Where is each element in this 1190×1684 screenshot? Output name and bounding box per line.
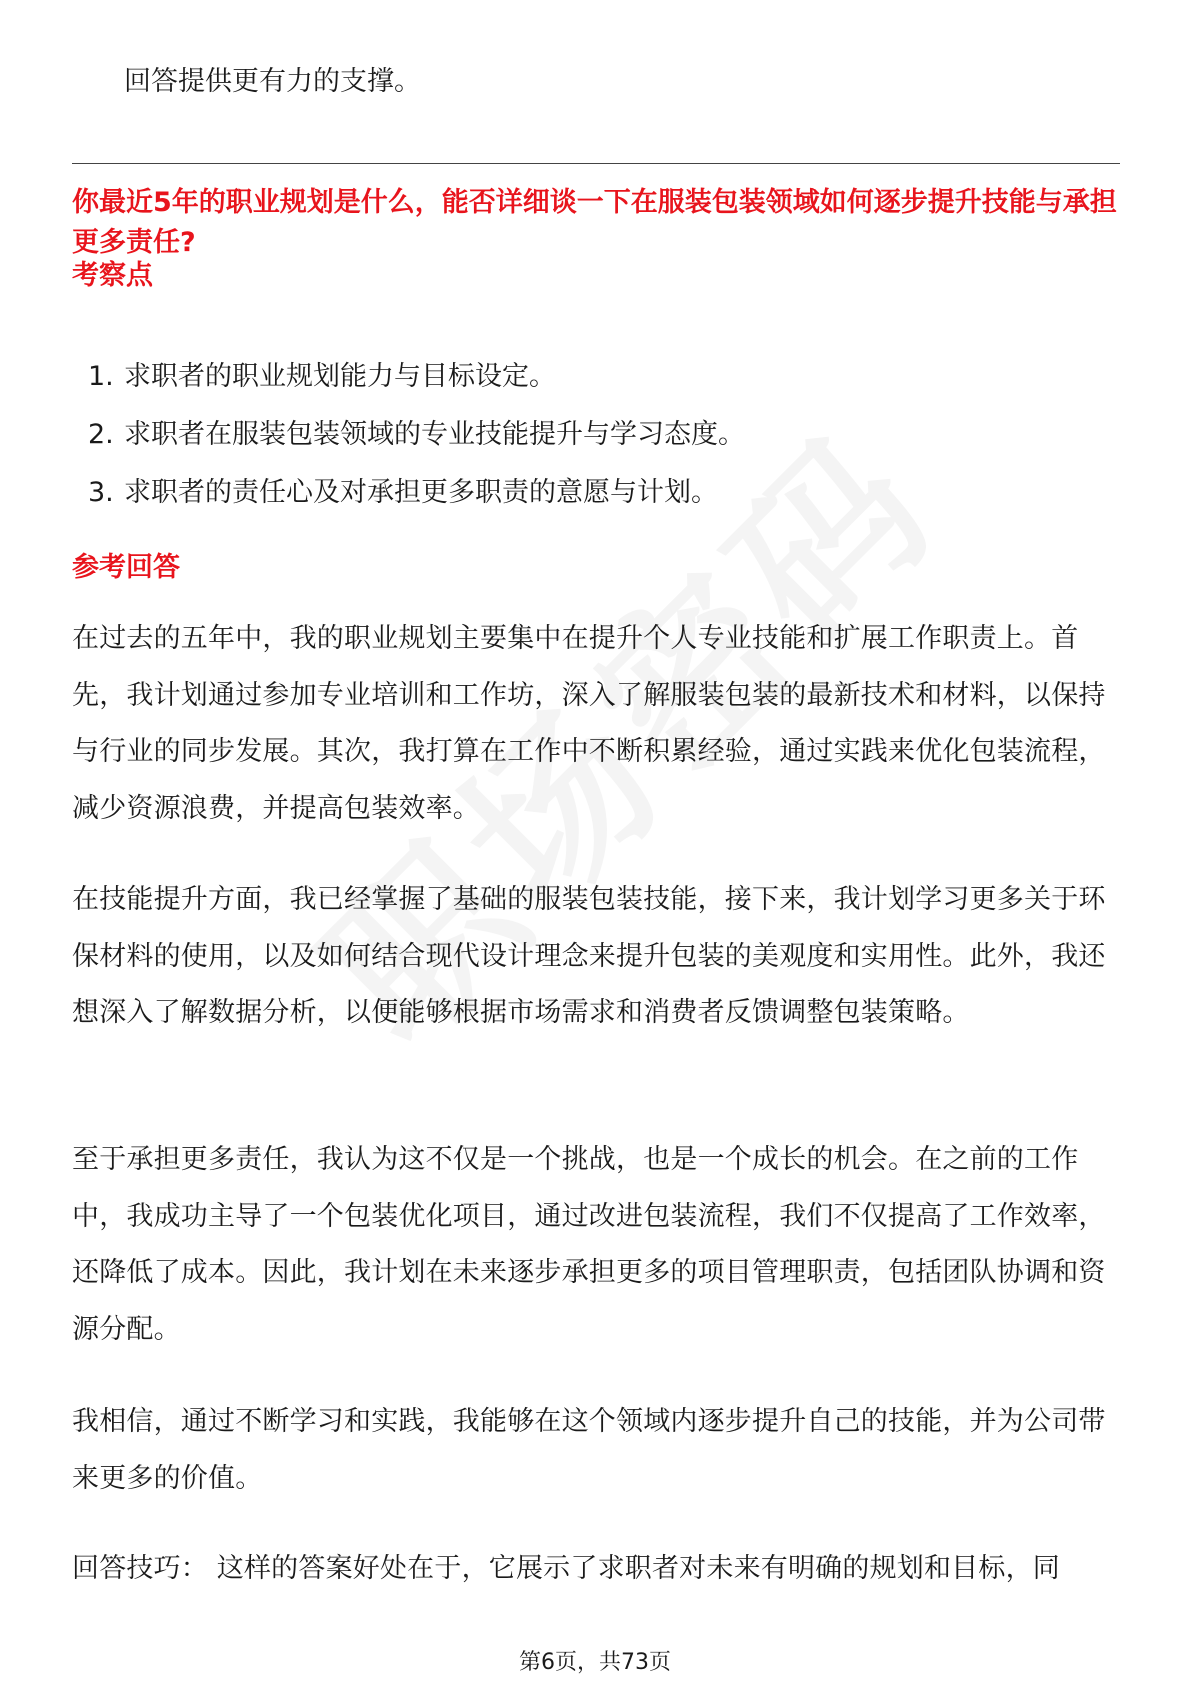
answer-paragraph: 我相信，通过不断学习和实践，我能够在这个领域内逐步提升自己的技能，并为公司带来更多的价值。: [72, 1406, 1106, 1494]
answer-paragraph: 在过去的五年中，我的职业规划主要集中在提升个人专业技能和扩展工作职责上。首先，我计划通过参加专业培训和工作坊，深入了解服装包装的最新技术和材料，以保持与行业的同步发展。其次，我打算在工作中不断积累经验，通过实践来优化包装流程，减少资源浪费，并提高包装效率。: [72, 623, 1106, 824]
page-number: 第6页，共73页: [519, 1650, 671, 1675]
list-item: [72, 406, 1120, 464]
section-divider: [72, 163, 1120, 164]
answer-tip: 回答技巧： 这样的答案好处在于，它展示了求职者对未来有明确的规划和目标，同: [72, 1553, 1060, 1584]
list-number: 1.: [88, 361, 114, 392]
list-text: 求职者的责任心及对承担更多职责的意愿与计划。: [124, 477, 718, 508]
list-text: 求职者的职业规划能力与目标设定。: [124, 361, 556, 392]
answer-paragraph: 至于承担更多责任，我认为这不仅是一个挑战，也是一个成长的机会。在之前的工作中，我成功主导了一个包装优化项目，通过改进包装流程，我们不仅提高了工作效率，还降低了成本。因此，我计划在未来逐步承担更多的项目管理职责，包括团队协调和资源分配。: [72, 1144, 1106, 1345]
list-text: 求职者在服装包装领域的专业技能提升与学习态度。: [124, 419, 745, 450]
points-list: [72, 348, 1120, 522]
list-item: [72, 348, 1120, 406]
list-number: 3.: [88, 477, 114, 508]
interview-question: 你最近5年的职业规划是什么，能否详细谈一下在服装包装领域如何逐步提升技能与承担更多责任?: [72, 187, 1117, 258]
answer-heading: 参考回答: [72, 552, 180, 583]
continuation-text: 回答提供更有力的支撑。: [124, 66, 421, 97]
list-number: 2.: [88, 419, 114, 450]
answer-paragraph: 在技能提升方面，我已经掌握了基础的服装包装技能，接下来，我计划学习更多关于环保材料的使用，以及如何结合现代设计理念来提升包装的美观度和实用性。此外，我还想深入了解数据分析，以便能够根据市场需求和消费者反馈调整包装策略。: [72, 884, 1106, 1028]
list-item: [72, 464, 1120, 522]
points-heading: 考察点: [72, 260, 153, 291]
